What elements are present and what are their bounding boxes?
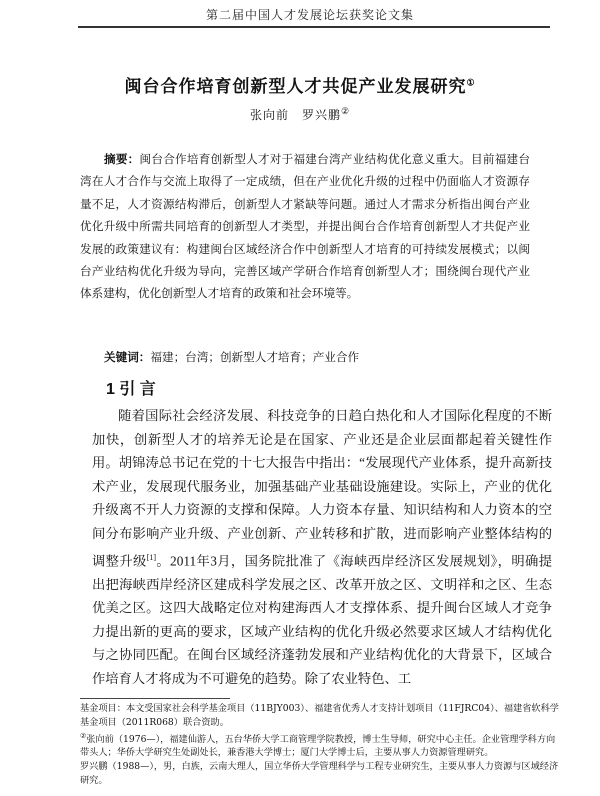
running-header: 第二届中国人才发展论坛获奖论文集 bbox=[205, 8, 414, 22]
body-text-part-1: 随着国际社会经济发展、科技竞争的日趋白热化和人才国际化程度的不断加快，创新型人才的培养无论是在国家、产业还是企业层面都起着关键性作用。胡锦涛总书记在党的十七大报告中指出：“发展现代产业体系，提升高新技术产业，发展现代服务业，加强基础产业基础设施建设。实际上，产业的优化升级离不开人力资源的支撑和保障。人力资本存量、知识结构和人力资本的空间分布影响产业升级、产业创新、产业转移和扩散，进而影响产业整体结构的调整升级 bbox=[92, 408, 552, 568]
footnote-author-1 bbox=[80, 730, 560, 761]
section-heading: 1 引 言 bbox=[106, 381, 156, 398]
author-footnote-mark: ② bbox=[340, 107, 351, 117]
keywords-text: 福建；台湾；创新型人才培育；产业合作 bbox=[150, 350, 360, 364]
citation-ref: [1] bbox=[146, 552, 157, 562]
footnote-rule bbox=[80, 698, 230, 699]
title-footnote-mark: ① bbox=[466, 78, 476, 89]
keywords bbox=[104, 346, 534, 368]
abstract bbox=[80, 148, 530, 305]
footnote-funding bbox=[80, 702, 560, 730]
paper-authors bbox=[150, 106, 450, 123]
author-names: 张向前 罗兴鹏 bbox=[249, 108, 341, 122]
footnote-funding-text: 基金项目：本文受国家社会科学基金项目（11BJY003）、福建省优秀人才支持计划项目（11FJRC04）、福建省软科学基金项目（2011R068）联合资助。 bbox=[80, 703, 559, 728]
abstract-text: 闽台合作培育创新型人才对于福建台湾产业结构优化意义重大。目前福建台湾在人才合作与交流上取得了一定成绩，但在产业优化升级的过程中仍面临人才资源存量不足，人才资源结构滞后，创新型人才紧缺等问题。通过人才需求分析指出闽台产业优化升级中所需共同培育的创新型人才类型，并提出闽台合作培育创新型人才共促产业发展的政策建议有：构建闽台区域经济合作中创新型人才培育的可持续发展模式；以闽台产业结构优化升级为导向，完善区域产学研合作培育创新型人才；围绕闽台现代产业体系建构，优化创新型人才培育的政策和社会环境等。 bbox=[80, 152, 530, 301]
footnote-author-1-text: 张向前（1976—），福建仙游人，五台华侨大学工商管理学院教授，博士生导师，研究中心主任。企业管理学科方向带头人；华侨大学研究生处副处长，兼香港大学博士；厦门大学博士后，主要从事人力资源管理研究。 bbox=[80, 733, 556, 759]
body-paragraph bbox=[92, 404, 552, 691]
footnote-author-2-text: 罗兴鹏（1988—），男，白族，云南大理人，国立华侨大学管理科学与工程专业研究生，主要从事人力资源与区域经济研究。 bbox=[80, 761, 559, 787]
footnotes bbox=[80, 702, 560, 788]
footnote-author-2 bbox=[80, 760, 560, 788]
keywords-label: 关键词： bbox=[104, 350, 151, 364]
paper-title-text: 闽台合作培育创新型人才共促产业发展研究 bbox=[124, 77, 467, 97]
footnote-author-mark: ② bbox=[80, 731, 87, 740]
header-rule bbox=[78, 26, 550, 28]
abstract-label: 摘要： bbox=[104, 152, 140, 166]
body-text-part-2: 。2011年3月，国务院批准了《海峡西岸经济区发展规划》，明确提出把海峡西岸经济区建成科学发展之区、改革开放之区、文明祥和之区、生态优美之区。这四大战略定位对构建海西人才支撑体系、提升闽台区域人才竞争力提出新的更高的要求，区域产业结构的优化升级必然要求区域人才结构优化与之协同匹配。在闽台区域经济蓬勃发展和产业结构优化的大背景下，区域合作培育人才将成为不可避免的趋势。除了农业特色、工 bbox=[92, 552, 552, 686]
paper-title bbox=[100, 72, 500, 97]
